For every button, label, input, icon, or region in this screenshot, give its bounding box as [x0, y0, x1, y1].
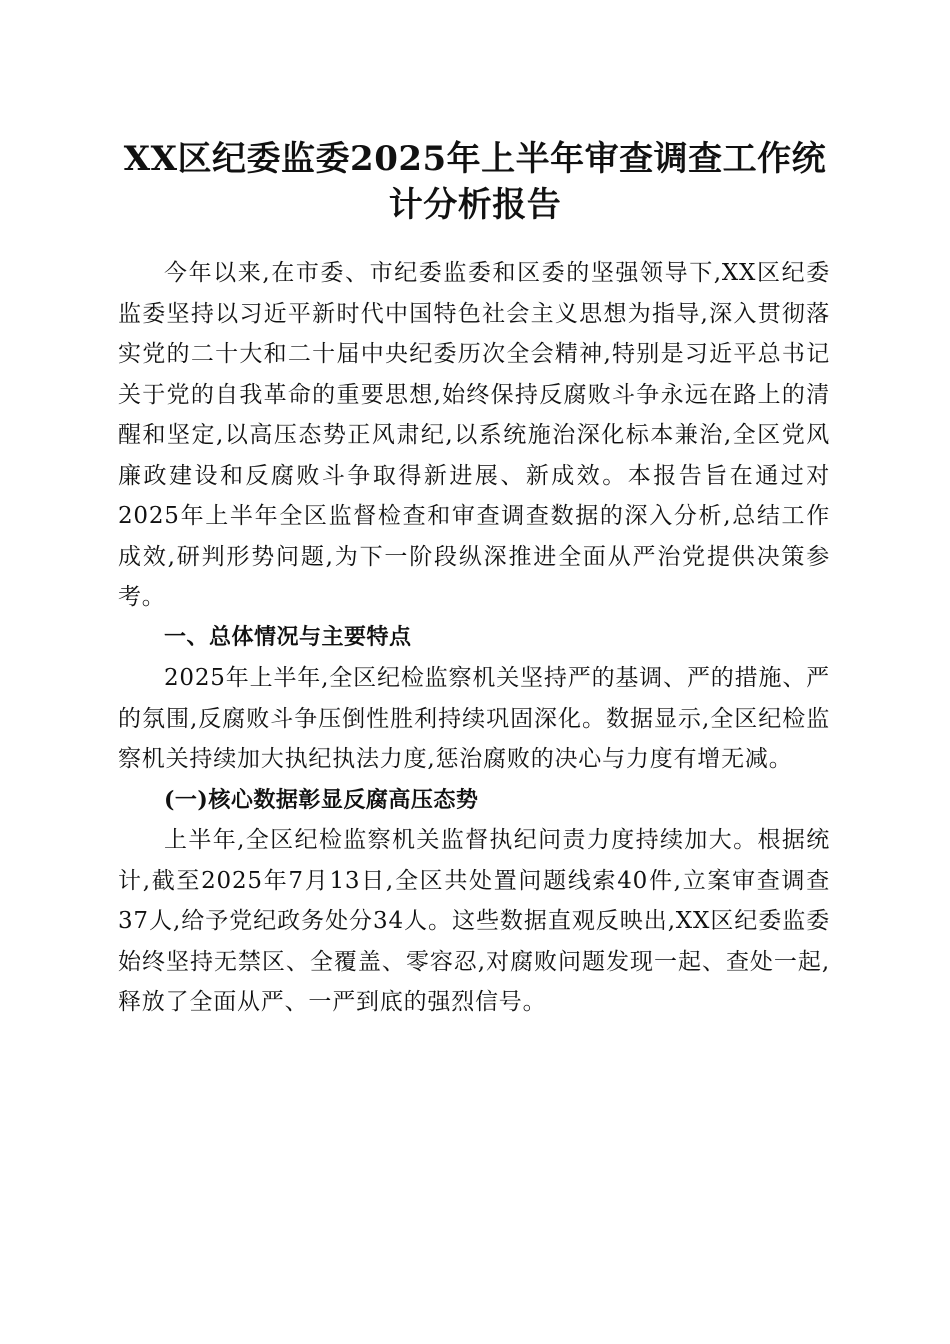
document-title	[100, 136, 850, 228]
core-data-paragraph: 上半年,全区纪检监察机关监督执纪问责力度持续加大。根据统计,截至2025年7月13日,全区共处置问题线索40件,立案审查调查37人,给予党纪政务处分34人。这些数据直观反映出,XX区纪委监委始终坚持无禁区、全覆盖、零容忍,对腐败问题发现一起、查处一起,释放了全面从严、一严到底的强烈信号。	[118, 827, 830, 1015]
document-body	[118, 253, 830, 1023]
section-heading-overview: 一、总体情况与主要特点	[164, 624, 412, 650]
subsection-heading-core-data: (一)核心数据彰显反腐高压态势	[164, 786, 479, 813]
overview-paragraph: 2025年上半年,全区纪检监察机关坚持严的基调、严的措施、严的氛围,反腐败斗争压倒性胜利持续巩固深化。数据显示,全区纪检监察机关持续加大执纪执法力度,惩治腐败的决心与力度有增无减。	[118, 665, 830, 772]
intro-paragraph: 今年以来,在市委、市纪委监委和区委的坚强领导下,XX区纪委监委坚持以习近平新时代中国特色社会主义思想为指导,深入贯彻落实党的二十大和二十届中央纪委历次全会精神,特别是习近平总书记关于党的自我革命的重要思想,始终保持反腐败斗争永远在路上的清醒和坚定,以高压态势正风肃纪,以系统施治深化标本兼治,全区党风廉政建设和反腐败斗争取得新进展、新成效。本报告旨在通过对2025年上半年全区监督检查和审查调查数据的深入分析,总结工作成效,研判形势问题,为下一阶段纵深推进全面从严治党提供决策参考。	[118, 260, 830, 610]
title-line-2: 计分析报告	[388, 185, 562, 225]
title-line-1: XX区纪委监委2025年上半年审查调查工作统	[123, 139, 827, 179]
